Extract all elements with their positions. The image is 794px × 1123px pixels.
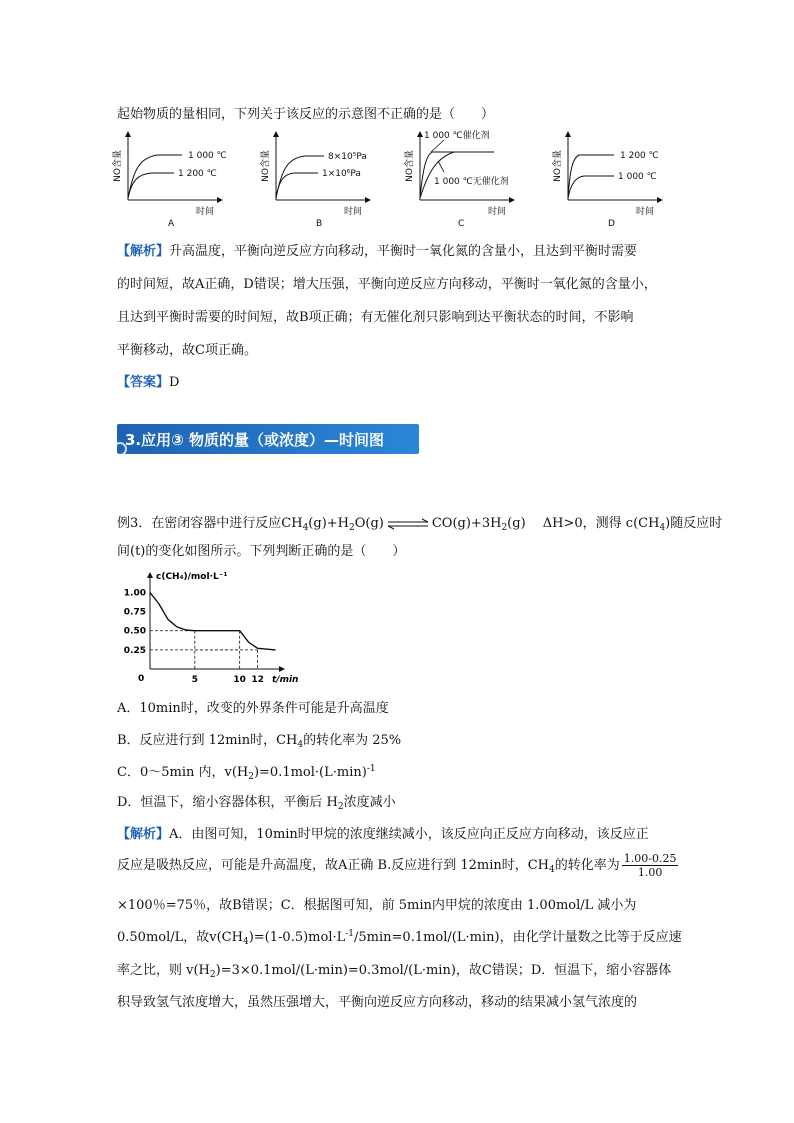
ex3-text-a: 例3．在密闭容器中进行反应CH	[117, 516, 303, 531]
analysis2-sub-2: 2	[209, 970, 216, 980]
analysis2-text4c: /5min=0.1mol/(L·min)，由化学计量数之比等于反应速	[354, 930, 682, 945]
analysis2-line5	[117, 959, 671, 980]
y-tick-label-0.50: 0.50	[123, 626, 146, 637]
option-c-text-a: C．0～5min 内，v(H	[117, 765, 249, 780]
analysis2-line4	[117, 926, 682, 947]
analysis2-text2b: 的转化率为	[554, 858, 620, 873]
analysis2-sup: -1	[345, 929, 355, 939]
concentration-time-chart	[118, 569, 299, 685]
option-b-text-b: 的转化率为 25%	[303, 733, 402, 748]
graph-b-xlabel: 时间	[344, 207, 363, 217]
analysis2-line2	[117, 852, 680, 879]
analysis1-line1	[117, 240, 637, 259]
option-d	[117, 791, 396, 812]
graph-b-upper: 8×10⁵Pa	[328, 152, 367, 162]
graph-d-upper: 1 200 ℃	[620, 151, 659, 161]
analysis2-tag: 【解析】	[117, 827, 170, 842]
analysis2-text4b: )=(1-0.5)mol·L	[248, 930, 346, 945]
graph-c-xlabel: 时间	[488, 207, 507, 217]
analysis2-text2a: 反应是吸热反应，可能是升高温度，故A正确 B.反应进行到 12min时，CH	[117, 858, 550, 873]
x-tick-label-5: 5	[191, 675, 198, 685]
graph-c-upper: 1 000 ℃催化剂	[424, 131, 490, 141]
ex3-line1	[117, 512, 722, 533]
ex3-sub-2b: 2	[501, 523, 508, 533]
option-b-text-a: B．反应进行到 12min时，CH	[117, 733, 298, 748]
graph-a-xlabel: 时间	[196, 207, 215, 217]
banner-decoration	[113, 442, 127, 456]
analysis1-text1: 升高温度，平衡向逆反应方向移动，平衡时一氧化氮的含量小，且达到平衡时需要	[169, 244, 638, 259]
section-banner	[117, 424, 419, 454]
answer1-line	[117, 371, 179, 390]
graph-b	[259, 132, 370, 229]
ex3-sub-4a: 4	[302, 523, 309, 533]
ex3-text-f: )随反应时	[665, 516, 723, 531]
graph-a-ylabel: NO含量	[113, 150, 123, 182]
graph-d-lower: 1 000 ℃	[618, 172, 657, 182]
intro-line: 起始物质的量相同，下列关于该反应的示意图不正确的是（ ）	[117, 107, 495, 122]
graph-c	[403, 129, 514, 229]
analysis2-sub-4a: 4	[549, 865, 555, 875]
answer1-tag: 【答案】	[117, 375, 170, 390]
small-graphs-figure	[112, 128, 682, 228]
analysis2-text5a: 率之比，则 v(H	[117, 963, 210, 978]
graph-d	[551, 132, 662, 229]
x-tick-label-12: 12	[251, 675, 264, 685]
answer1-value: D	[169, 375, 180, 390]
graph-d-xlabel: 时间	[636, 207, 655, 217]
analysis2-line6: 积导致氢气浓度增大，虽然压强增大，平衡向逆反应方向移动，移动的结果减小氢气浓度的	[117, 995, 638, 1010]
analysis1-tag: 【解析】	[117, 244, 170, 259]
graph-a-lower: 1 200 ℃	[178, 169, 217, 179]
conversion-fraction	[622, 852, 679, 879]
graph-d-ylabel: NO含量	[553, 150, 563, 182]
option-b	[117, 729, 401, 750]
fraction-denominator: 1.00	[637, 866, 663, 879]
analysis1-line2: 的时间短，故A正确，D错误；增大压强，平衡向逆反应方向移动，平衡时一氧化氮的含量小，	[117, 277, 657, 292]
graph-c-lower: 1 000 ℃无催化剂	[434, 177, 509, 187]
ex3-sub-2a: 2	[349, 523, 355, 533]
graph-c-letter: C	[458, 219, 465, 229]
option-c-sup: -1	[366, 764, 376, 774]
graph-b-lower: 1×10⁶Pa	[322, 169, 361, 179]
graph-b-ylabel: NO含量	[261, 150, 271, 182]
option-c	[117, 761, 376, 782]
graph-b-letter: B	[316, 219, 323, 229]
analysis1-line4: 平衡移动，故C项正确。	[117, 343, 257, 358]
ex3-text-c: O(g)	[354, 516, 384, 531]
section-banner-title: 3.应用③ 物质的量（或浓度）—时间图	[125, 431, 385, 449]
analysis2-text4a: 0.50mol/L，故v(CH	[117, 930, 243, 945]
ex3-text-b: (g)+H	[308, 516, 349, 531]
equilibrium-arrow-icon	[386, 518, 430, 530]
ex3-text-e: (g) ΔH>0，测得 c(CH	[507, 516, 660, 531]
analysis2-line1	[117, 823, 649, 842]
x-axis-label: t/min	[272, 675, 299, 685]
origin-label: 0	[138, 674, 145, 684]
analysis2-text1: A．由图可知，10min时甲烷的浓度继续减小，该反应向正反应方向移动，该反应正	[169, 827, 649, 842]
ex3-line2: 间(t)的变化如图所示。下列判断正确的是（ ）	[117, 544, 406, 559]
option-c-sub: 2	[248, 772, 254, 782]
graph-a	[111, 132, 227, 229]
fraction-numerator: 1.00-0.25	[623, 852, 677, 865]
y-tick-label-0.25: 0.25	[123, 645, 146, 656]
ex3-text-d: CO(g)+3H	[431, 516, 502, 531]
x-tick-label-10: 10	[233, 675, 246, 685]
y-axis-label: c(CH₄)/mol·L⁻¹	[156, 572, 228, 582]
option-d-text-b: 浓度减小	[343, 795, 396, 810]
option-a: A．10min时，改变的外界条件可能是升高温度	[117, 701, 389, 716]
analysis1-line3: 且达到平衡时需要的时间短，故B项正确；有无催化剂只影响到达平衡状态的时间，不影响	[117, 310, 634, 325]
ch4-concentration-line	[150, 593, 276, 650]
option-d-sub: 2	[337, 802, 344, 812]
analysis2-line3: ×100％=75％，故B错误；C．根据图可知，前 5min内甲烷的浓度由 1.00mol/L 减小为	[117, 898, 637, 913]
y-tick-label-1.00: 1.00	[123, 588, 146, 599]
ex3-sub-4b: 4	[659, 523, 666, 533]
graph-d-letter: D	[608, 219, 615, 229]
analysis2-text5b: )=3×0.1mol/(L·min)=0.3mol/(L·min)，故C错误；D．恒温下，缩小容器体	[215, 963, 672, 978]
graph-a-upper: 1 000 ℃	[188, 151, 227, 161]
graph-c-ylabel: NO含量	[405, 150, 415, 182]
graph-a-letter: A	[168, 219, 175, 229]
option-d-text-a: D．恒温下，缩小容器体积，平衡后 H	[117, 795, 338, 810]
option-b-sub: 4	[297, 740, 304, 750]
analysis2-sub-4b: 4	[242, 937, 249, 947]
y-tick-label-0.75: 0.75	[123, 607, 146, 618]
option-c-text-b: )=0.1mol·(L·min)	[253, 765, 367, 780]
